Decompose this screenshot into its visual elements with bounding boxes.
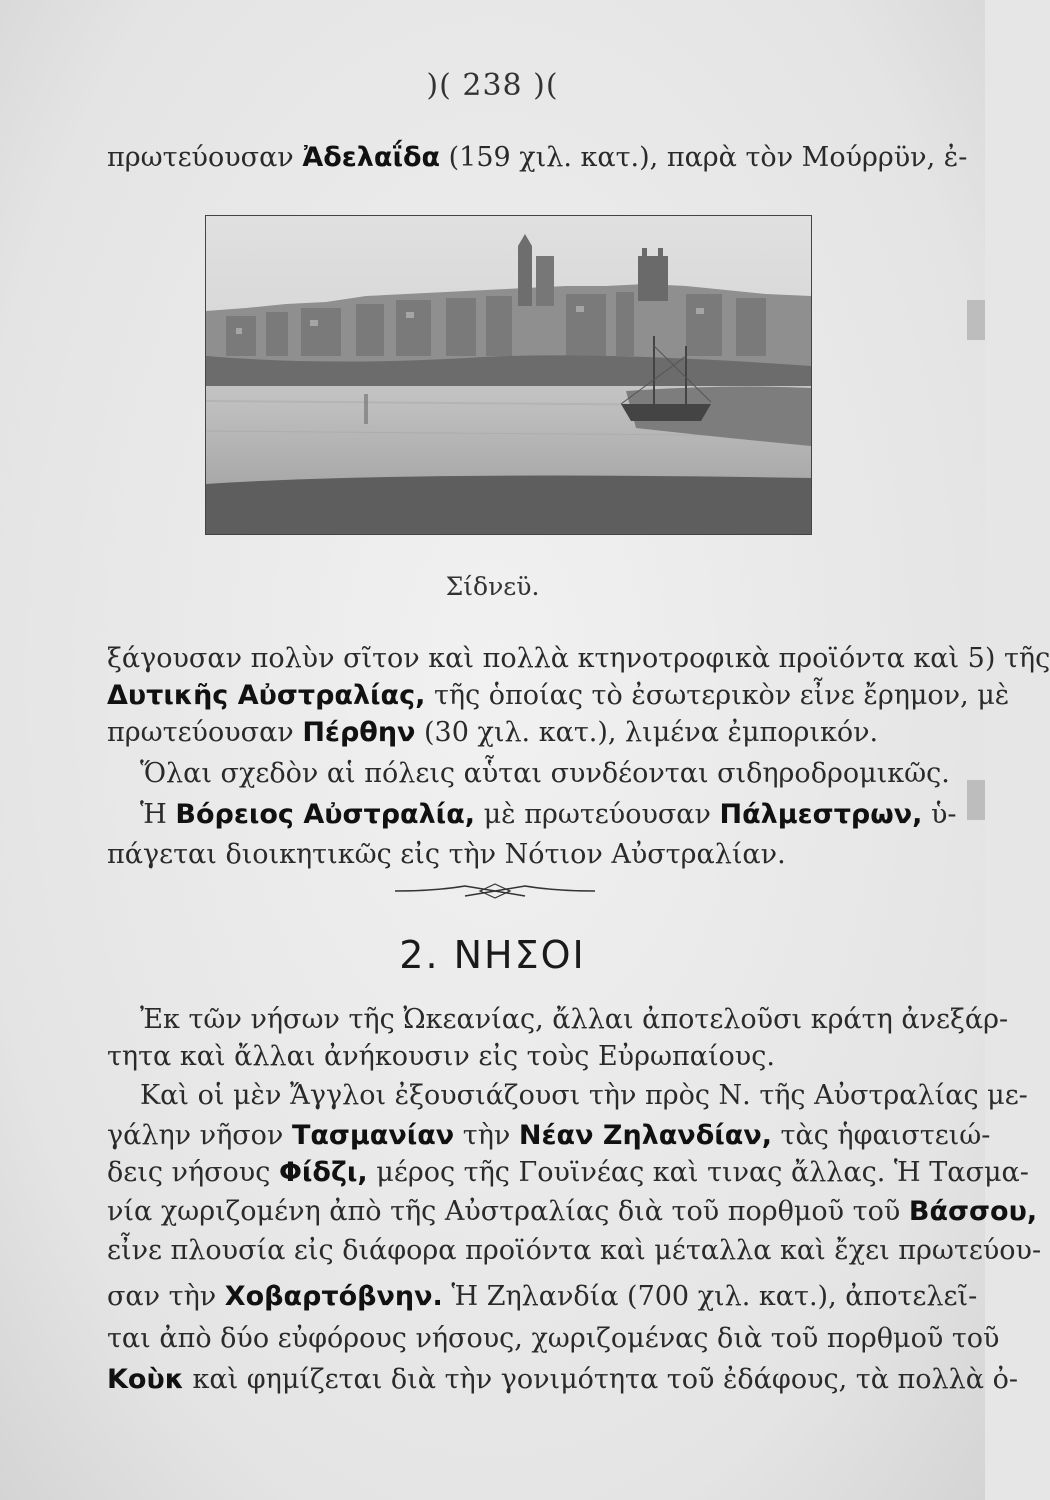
text-line-17: Κοὺκ καὶ φημίζεται διὰ τὴν γονιμότητα τοῦ ἐδάφους, τὰ πολλὰ ὀ- [107,1364,1018,1395]
page-number: )( 238 )( [426,68,559,103]
page-edge-mark [967,780,985,820]
text-line-14: εἶνε πλουσία εἰς διάφορα προϊόντα καὶ μέταλλα καὶ ἔχει πρωτεύου- [107,1235,1042,1266]
text-line-10: Καὶ οἱ μὲν Ἄγγλοι ἐξουσιάζουσι τὴν πρὸς Ν. τῆς Αὐστραλίας με- [140,1080,1028,1111]
text-line-9: τητα καὶ ἄλλαι ἀνήκουσιν εἰς τοὺς Εὐρωπαίους. [107,1041,775,1072]
text-line-4: πρωτεύουσαν Πέρθην (30 χιλ. κατ.), λιμένα ἐμπορικόν. [107,717,879,748]
text-line-11: γάλην νῆσον Τασμανίαν τὴν Νέαν Ζηλανδίαν, τὰς ἡφαιστειώ- [107,1120,991,1151]
photo-caption: Σίδνεϋ. [445,572,540,601]
sydney-harbour-photo [205,215,812,535]
text-line-1: πρωτεύουσαν Ἀδελαΐδα (159 χιλ. κατ.), παρὰ τὸν Μούρρϋν, ἐ- [107,142,968,173]
text-line-3: Δυτικῆς Αὐστραλίας, τῆς ὁποίας τὸ ἐσωτερικὸν εἶνε ἔρημον, μὲ [107,680,1010,711]
page-edge-mark [967,300,985,340]
text-line-16: ται ἀπὸ δύο εὐφόρους νήσους, χωριζομένας διὰ τοῦ πορθμοῦ τοῦ [107,1323,1000,1354]
text-line-2: ξάγουσαν πολὺν σῖτον καὶ πολλὰ κτηνοτροφικὰ προϊόντα καὶ 5) τῆς [107,643,1050,674]
text-line-15: σαν τὴν Χοβαρτόβνην. Ἡ Ζηλανδία (700 χιλ. κατ.), ἀποτελεῖ- [107,1281,978,1312]
text-line-13: νία χωριζομένη ἀπὸ τῆς Αὐστραλίας διὰ τοῦ πορθμοῦ τοῦ Βάσσου, [107,1196,1038,1227]
text-line-12: δεις νήσους Φίδζι, μέρος τῆς Γουϊνέας καὶ τινας ἄλλας. Ἡ Τασμα- [107,1157,1029,1188]
section-title: 2. ΝΗΣΟΙ [399,933,586,977]
text-line-5: Ὅλαι σχεδὸν αἱ πόλεις αὗται συνδέονται σιδηροδρομικῶς. [140,758,950,789]
text-line-8: Ἐκ τῶν νήσων τῆς Ὠκεανίας, ἄλλαι ἀποτελοῦσι κράτη ἀνεξάρ- [140,1004,1009,1035]
text-line-6: Ἡ Βόρειος Αὐστραλία, μὲ πρωτεύουσαν Πάλμεστρων, ὑ- [140,799,957,830]
text-line-7: πάγεται διοικητικῶς εἰς τὴν Νότιον Αὐστραλίαν. [107,839,786,870]
ornament-divider [395,880,595,902]
